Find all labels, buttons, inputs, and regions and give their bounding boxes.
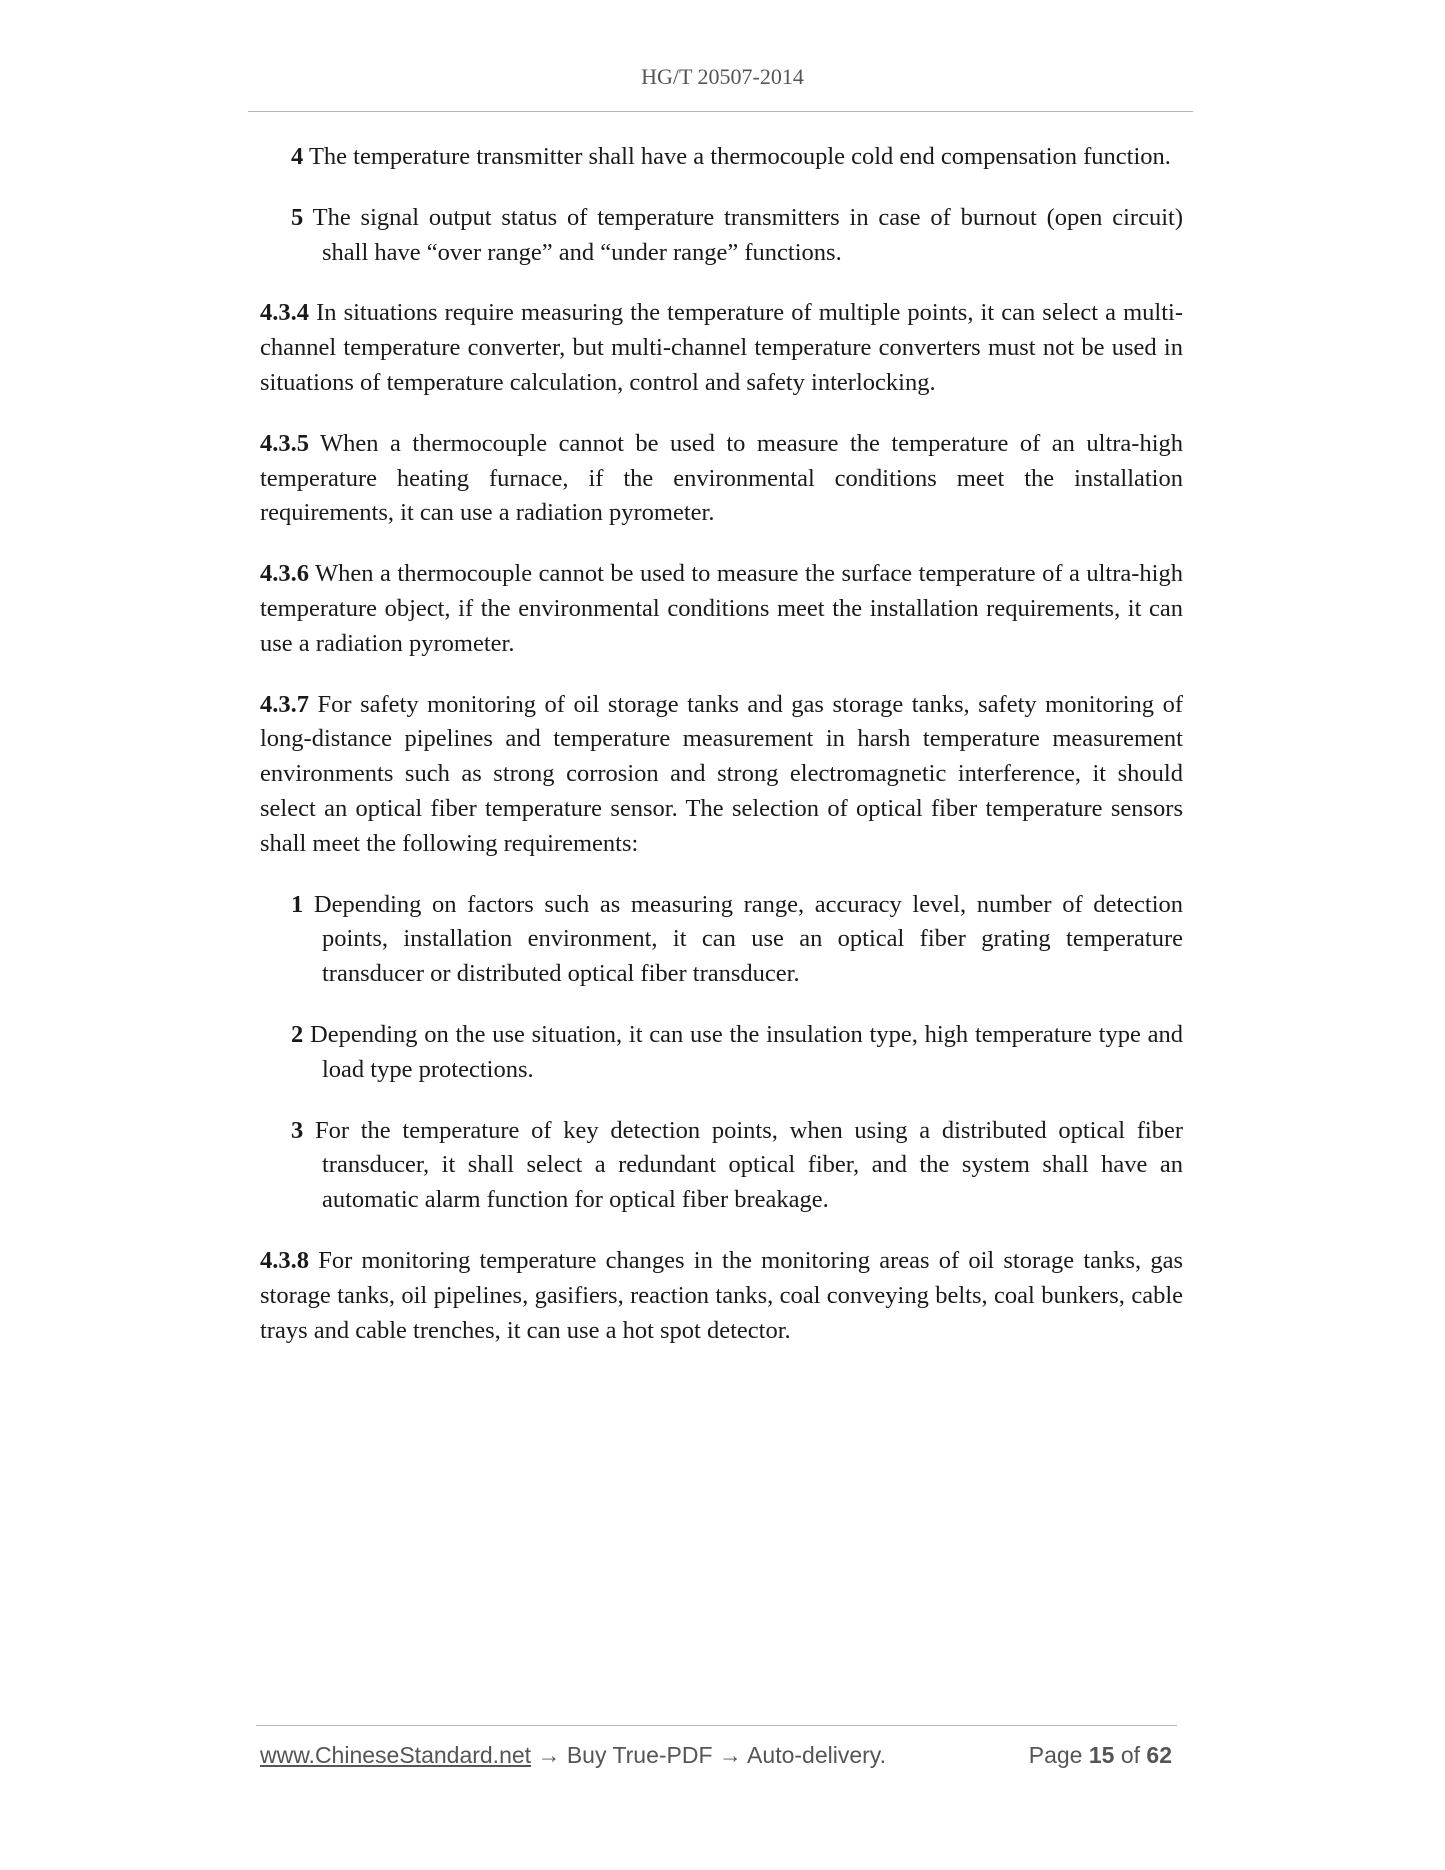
clause-number: 4.3.7	[260, 690, 309, 718]
item-text: For the temperature of key detection points, when using a distributed optical fiber transducer, it shall select a redundant optical fiber, and the system shall have an automatic alarm function for optical fiber breakage.	[314, 1116, 1184, 1214]
clause-paragraph	[260, 296, 1183, 400]
item-number: 4	[291, 143, 304, 170]
list-item	[291, 201, 1183, 271]
clause-number: 4.3.5	[260, 429, 309, 457]
page-current: 15	[1088, 1742, 1115, 1768]
footer-divider	[256, 1725, 1177, 1726]
clause-text: In situations require measuring the temperature of multiple points, it can select a multi-channel temperature converter, but multi-channel temperature converters must not be used in situations of temperature calculation, control and safety interlocking.	[260, 299, 1183, 396]
clause-paragraph	[260, 427, 1183, 531]
header-divider	[248, 111, 1193, 112]
standard-code: HG/T 20507-2014	[641, 64, 804, 89]
page-label: Page	[1028, 1742, 1083, 1768]
clause-number: 4.3.6	[260, 560, 309, 588]
clause-paragraph	[260, 688, 1183, 862]
clause-text: For safety monitoring of oil storage tanks and gas storage tanks, safety monitoring of long-distance pipelines and temperature measurement in harsh temperature measurement environments such as strong corrosion and strong electromagnetic interference, it should select an optical fiber temperature sensor. The selection of optical fiber temperature sensors shall meet the following requirements:	[260, 690, 1183, 857]
page-header	[0, 64, 1445, 90]
item-text: Depending on factors such as measuring range, accuracy level, number of detection points, installation environment, it can use an optical fiber grating temperature transducer or distributed optical fiber transducer.	[313, 890, 1184, 988]
clause-text: For monitoring temperature changes in the monitoring areas of oil storage tanks, gas storage tanks, oil pipelines, gasifiers, reaction tanks, coal conveying belts, coal bunkers, cable trays and cable trenches, it can use a hot spot detector.	[260, 1246, 1184, 1344]
item-text: The temperature transmitter shall have a thermocouple cold end compensation function.	[308, 143, 1171, 170]
clause-number: 4.3.4	[260, 299, 309, 327]
footer-promo	[260, 1742, 886, 1769]
list-item	[291, 1018, 1183, 1088]
site-link[interactable]: www.ChineseStandard.net	[260, 1742, 532, 1768]
clause-text: When a thermocouple cannot be used to measure the temperature of an ultra-high temperature heating furnace, if the environmental conditions meet the installation requirements, it can use a radiation pyrometer.	[260, 429, 1183, 527]
list-item	[291, 140, 1183, 175]
page-number	[1029, 1742, 1172, 1769]
clause-paragraph	[260, 557, 1183, 661]
item-text: Depending on the use situation, it can use the insulation type, high temperature type and load type protections.	[310, 1020, 1184, 1083]
item-number: 3	[291, 1116, 304, 1144]
clause-text: When a thermocouple cannot be used to measure the surface temperature of a ultra-high temperature object, if the environmental conditions meet the installation requirements, it can use a radiation pyrometer.	[260, 560, 1183, 657]
clause-number: 4.3.8	[260, 1246, 309, 1274]
promo-text: → Buy True-PDF → Auto-delivery.	[531, 1742, 886, 1768]
page-of: of	[1120, 1742, 1141, 1768]
item-number: 2	[291, 1020, 304, 1048]
document-body	[260, 140, 1183, 1374]
list-item	[291, 1114, 1183, 1218]
item-number: 5	[291, 203, 304, 231]
clause-paragraph	[260, 1244, 1183, 1348]
item-number: 1	[291, 890, 304, 918]
item-text: The signal output status of temperature transmitters in case of burnout (open circuit) shall have “over range” and “under range” functions.	[312, 203, 1183, 266]
page-total: 62	[1146, 1742, 1172, 1768]
list-item	[291, 888, 1183, 992]
page-footer	[260, 1742, 1172, 1774]
